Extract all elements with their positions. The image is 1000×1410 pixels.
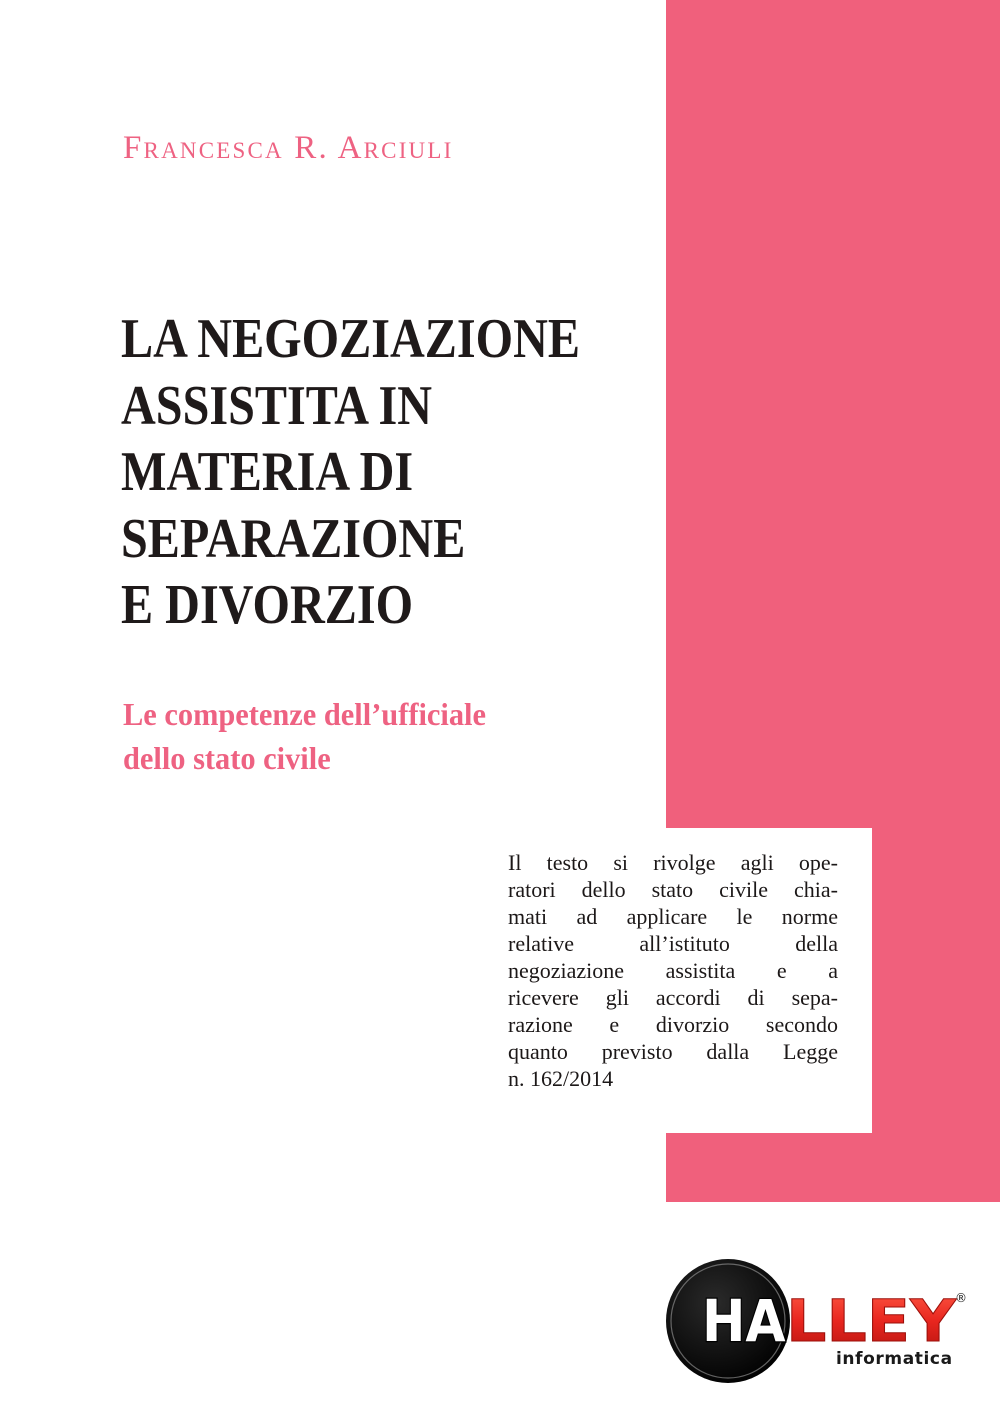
blurb-line: ricevere gli accordi di sepa- [508,985,838,1010]
blurb-line: quanto previsto dalla Legge [508,1039,838,1064]
halley-informatica-logo [664,1254,974,1390]
book-blurb [508,849,838,1092]
blurb-line: razione e divorzio secondo [508,1012,838,1037]
blurb-line: negoziazione assistita e a [508,958,838,983]
book-title [121,306,580,639]
logo-tagline: informatica [836,1349,953,1369]
svg-text:LLEY: LLEY [786,1287,958,1355]
blurb-line: mati ad applicare le norme [508,904,838,929]
svg-text:HA: HA [702,1287,786,1356]
subtitle-line: dello stato civile [123,740,331,776]
title-line: MATERIA DI [121,441,414,503]
blurb-line: Il testo si rivolge agli ope- [508,850,838,875]
blurb-line: relative all’istituto della [508,931,838,956]
blurb-line: ratori dello stato civile chia- [508,877,838,902]
logo-ha-letters [702,1288,786,1356]
title-line: ASSISTITA IN [121,374,432,437]
title-line: E DIVORZIO [121,574,414,636]
blurb-line: n. 162/2014 [508,1066,614,1091]
book-subtitle [123,692,486,780]
registered-mark: ® [955,1291,967,1305]
author-name: Francesca R. Arciuli [123,130,454,166]
logo-lley-letters [786,1287,957,1355]
title-line: SEPARAZIONE [121,507,466,570]
title-line: LA NEGOZIAZIONE [121,308,580,370]
subtitle-line: Le competenze dell’ufficiale [123,696,486,732]
